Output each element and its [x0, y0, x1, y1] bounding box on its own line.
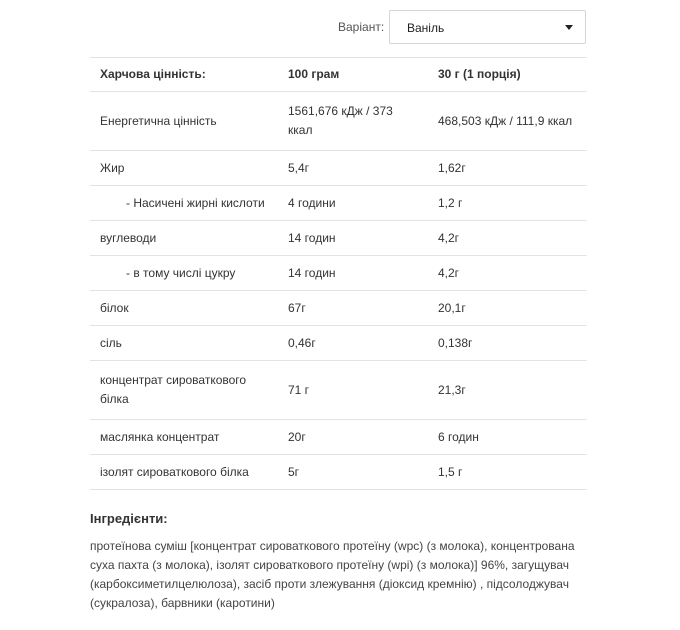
table-row [90, 221, 587, 256]
row-per-serving: 4,2г [428, 221, 587, 256]
table-row [90, 361, 587, 420]
table-row [90, 326, 587, 361]
row-per-serving: 0,138г [428, 326, 587, 361]
row-per100: 67г [278, 291, 428, 326]
table-row [90, 420, 587, 455]
nutrition-table [90, 57, 587, 490]
row-per100: 5,4г [278, 151, 428, 186]
row-per100: 1561,676 кДж / 373 ккал [278, 92, 428, 151]
row-per100: 14 годин [278, 256, 428, 291]
row-name: ізолят сироваткового білка [90, 455, 278, 490]
row-per-serving: 20,1г [428, 291, 587, 326]
table-row [90, 291, 587, 326]
row-per-serving: 1,62г [428, 151, 587, 186]
row-per-serving: 1,2 г [428, 186, 587, 221]
table-row [90, 92, 587, 151]
row-per100: 14 годин [278, 221, 428, 256]
row-per-serving: 6 годин [428, 420, 587, 455]
table-row [90, 455, 587, 490]
variant-label: Варіант: [338, 20, 385, 34]
row-name: вуглеводи [90, 221, 278, 256]
header-100g: 100 грам [278, 58, 428, 92]
row-name: концентрат сироваткового білка [90, 361, 278, 420]
chevron-down-icon [565, 25, 573, 30]
table-row [90, 256, 587, 291]
header-serving: 30 г (1 порція) [428, 58, 587, 92]
table-header-row [90, 58, 587, 92]
table-row [90, 186, 587, 221]
row-name: Жир [90, 151, 278, 186]
variant-row [0, 10, 680, 46]
row-name: маслянка концентрат [90, 420, 278, 455]
row-name: сіль [90, 326, 278, 361]
row-per100: 20г [278, 420, 428, 455]
row-per100: 4 години [278, 186, 428, 221]
table-row [90, 151, 587, 186]
row-name: Енергетична цінність [90, 92, 278, 151]
row-per100: 5г [278, 455, 428, 490]
row-per-serving: 21,3г [428, 361, 587, 420]
ingredients-title: Інгредієнти: [90, 511, 168, 526]
row-per-serving: 468,503 кДж / 111,9 ккал [428, 92, 587, 151]
ingredients-text: протеїнова суміш [концентрат сироваткового протеїну (wpc) (з молока), концентрована суха пахта (з молока), ізолят сироваткового протеїну (wpi) (з молока)] 96%, загущувач (карбоксиметилцелюлоза), засіб проти злежування (діоксид кремнію) , підсолоджувач (сукралоза), барвники (каротини) [90, 539, 575, 610]
header-nutrition: Харчова цінність: [90, 58, 278, 92]
variant-selected-value: Ваніль [407, 21, 445, 35]
row-name: білок [90, 291, 278, 326]
row-name: - Насичені жирні кислоти [90, 186, 278, 221]
row-name: - в тому числі цукру [90, 256, 278, 291]
row-per-serving: 4,2г [428, 256, 587, 291]
row-per-serving: 1,5 г [428, 455, 587, 490]
variant-select[interactable] [389, 10, 586, 44]
row-per100: 71 г [278, 361, 428, 420]
row-per100: 0,46г [278, 326, 428, 361]
